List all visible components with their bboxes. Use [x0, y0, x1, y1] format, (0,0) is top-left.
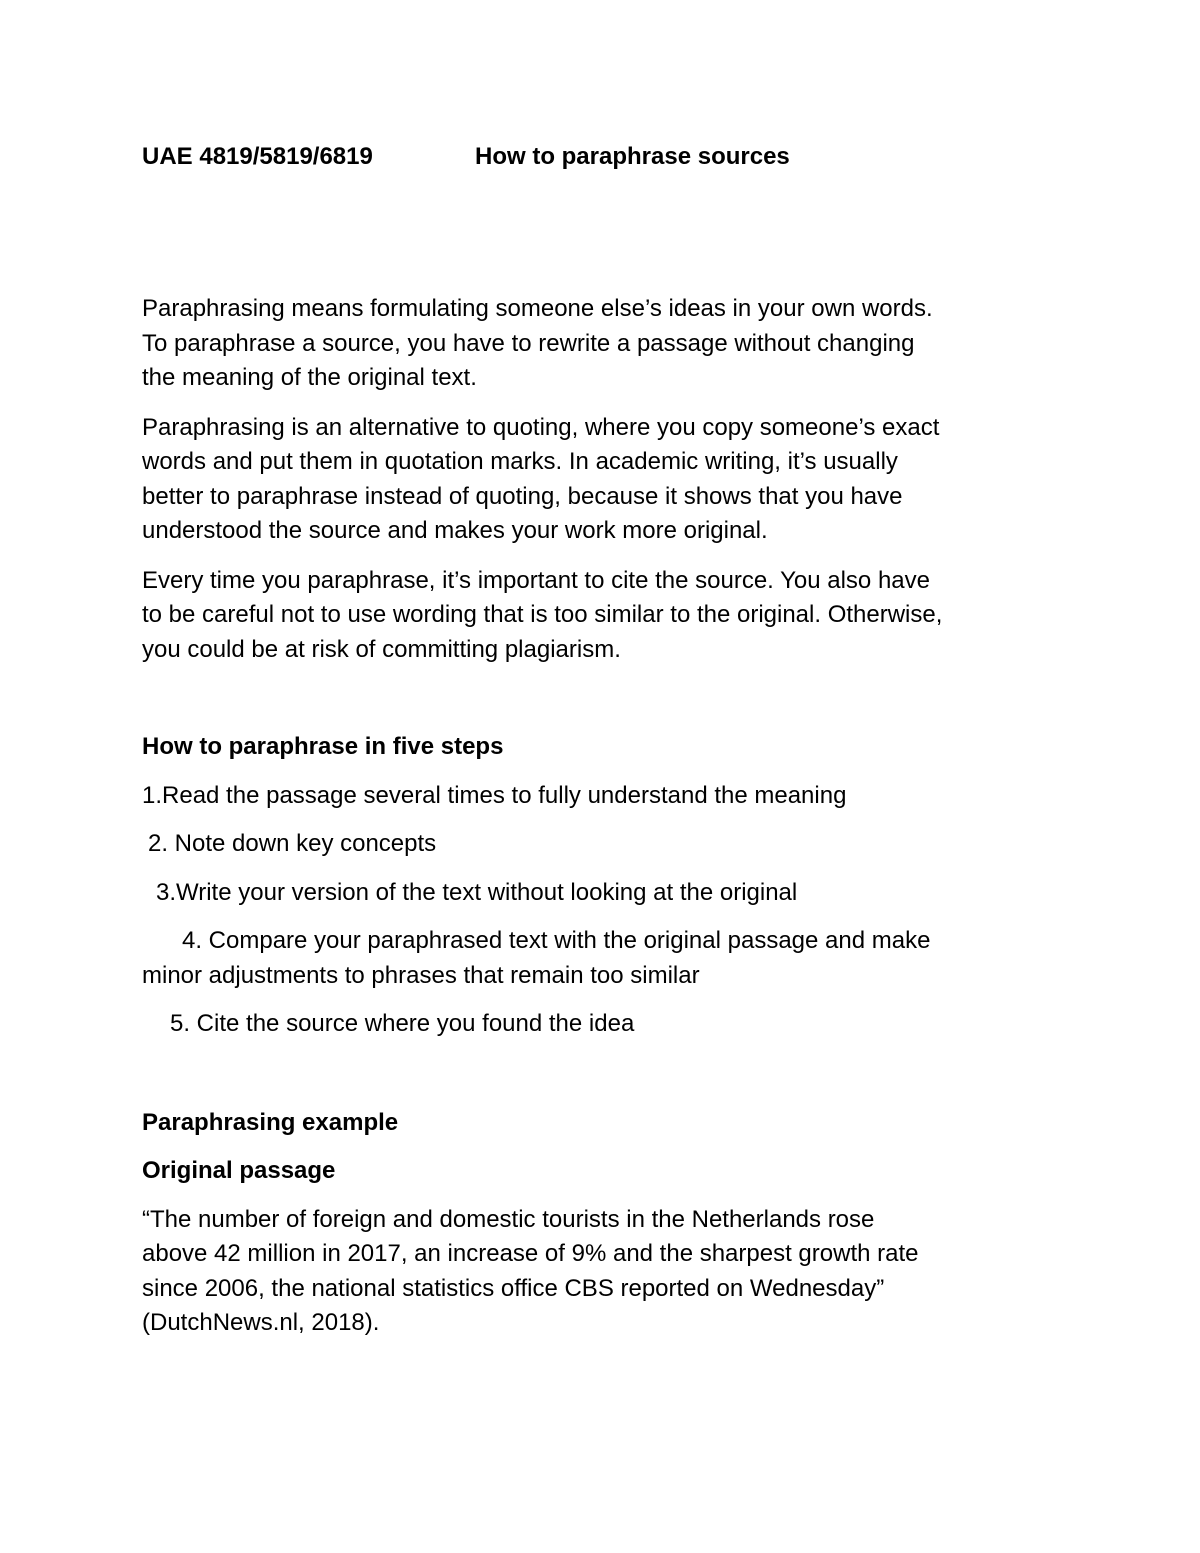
example-heading: Paraphrasing example: [142, 1108, 399, 1136]
text-line: above 42 million in 2017, an increase of 9% and the sharpest growth rate: [142, 1240, 919, 1267]
steps-heading: How to paraphrase in five steps: [142, 733, 504, 760]
step-5: 5. Cite the source where you found the idea: [170, 1010, 635, 1037]
text-line: Paraphrasing is an alternative to quoting, where you copy someone’s exact: [142, 413, 940, 441]
intro-paragraph-3: [142, 564, 1072, 668]
text-line: since 2006, the national statistics office CBS reported on Wednesday”: [142, 1274, 885, 1302]
text-line: To paraphrase a source, you have to rewrite a passage without changing: [142, 329, 915, 357]
step-4-continuation: minor adjustments to phrases that remain too similar: [142, 961, 700, 989]
step-4: [142, 924, 1072, 959]
intro-paragraph-1: [142, 292, 1072, 396]
intro-paragraph-2: [142, 411, 1072, 549]
step-1: 1.Read the passage several times to fully understand the meaning: [142, 781, 847, 809]
text-line: better to paraphrase instead of quoting, because it shows that you have: [142, 482, 903, 510]
step-2: 2. Note down key concepts: [148, 830, 437, 857]
text-line: “The number of foreign and domestic tourists in the Netherlands rose: [142, 1205, 875, 1233]
document-header: [142, 141, 790, 173]
text-line: words and put them in quotation marks. In academic writing, it’s usually: [142, 448, 898, 475]
text-line: (DutchNews.nl, 2018).: [142, 1309, 380, 1336]
original-passage-heading: Original passage: [142, 1157, 336, 1184]
text-line: understood the source and makes your work more original.: [142, 517, 768, 544]
text-line: Every time you paraphrase, it’s important to cite the source. You also have: [142, 566, 930, 594]
text-line: to be careful not to use wording that is too similar to the original. Otherwise,: [142, 601, 943, 628]
document-title: How to paraphrase sources: [475, 143, 790, 170]
step-3: 3.Write your version of the text without looking at the original: [156, 878, 798, 906]
document-body: [142, 292, 1072, 1341]
text-line: you could be at risk of committing plagiarism.: [142, 635, 621, 663]
original-passage: [142, 1203, 1072, 1341]
text-line: the meaning of the original text.: [142, 364, 477, 391]
course-code: UAE 4819/5819/6819: [142, 143, 373, 170]
text-line: 4. Compare your paraphrased text with the original passage and make: [182, 927, 931, 954]
text-line: Paraphrasing means formulating someone else’s ideas in your own words.: [142, 295, 933, 322]
